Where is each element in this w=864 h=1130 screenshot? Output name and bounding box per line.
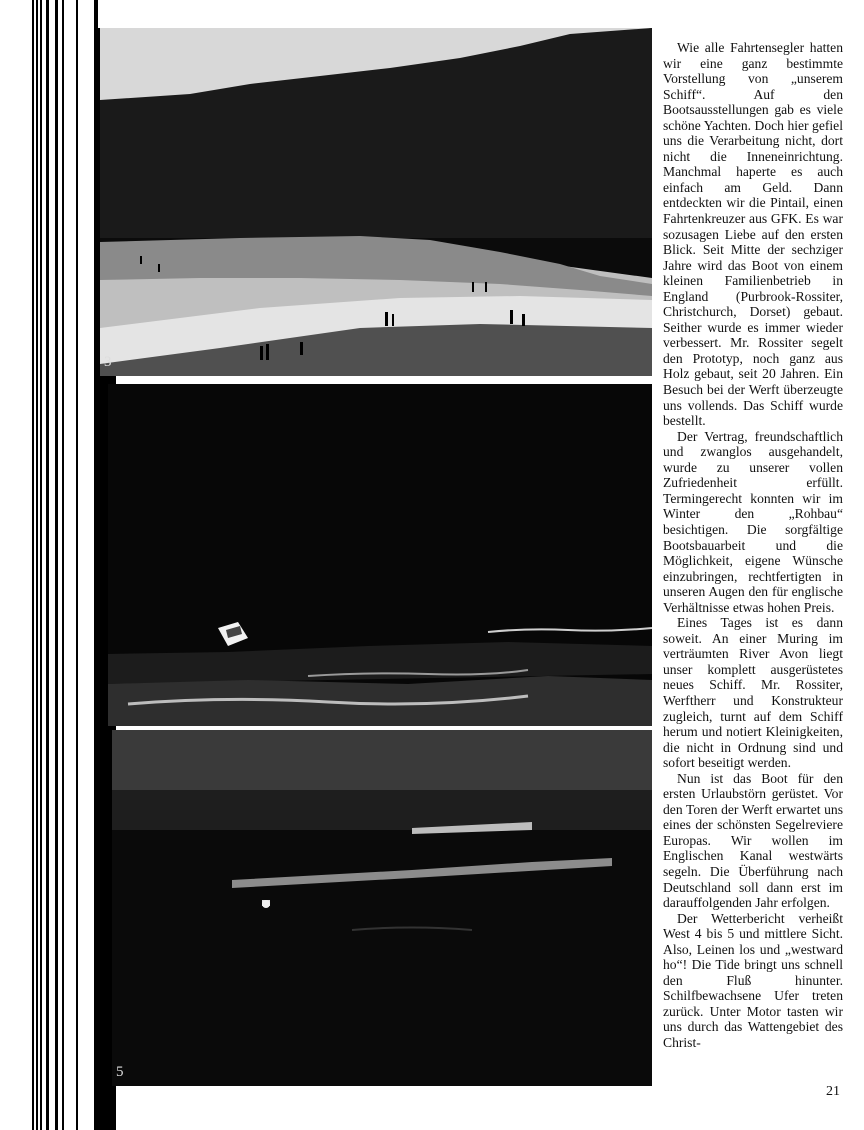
article-paragraph: Nun ist das Boot für den ersten Urlaubstörn gerüstet. Vor den Toren der Werft erwartet uns eines der schönsten Segelreviere Europas. Wir wollen im Englischen Kanal westwärts segeln. Die Überführung nach Deutschland soll dann erst im darauffolgenden Jahr erfolgen. [663,770,843,911]
binding-edge [0,0,96,1130]
article-paragraph: Der Vertrag, freundschaftlich und zwanglos ausgehandelt, wurde zu unserer vollen Zufriedenheit erfüllt. Termingerecht konnten wir im Winter den „Rohbau“ besichtigen. Die sorgfältige Bootsbauarbeit und die Möglichkeit, eigene Wünsche einzubringen, rechtfertigten in unseren Augen den für englische Verhältnisse etwas hohen Preis. [663,428,843,615]
article-text-column [663,40,843,1051]
article-paragraph: Eines Tages ist es dann soweit. An einer Muring im verträumten River Avon liegt unser komplett ausgerüstetes neues Schiff. Mr. Rossiter, Werftherr und Konstrukteur zugleich, turnt auf dem Schiff herum und notiert Kleinigkeiten, die nicht in Ordnung sind und sofort beseitigt werden. [663,615,843,771]
page-top-margin [94,0,864,28]
article-paragraph: Der Wetterbericht verheißt West 4 bis 5 und mittlere Sicht. Also, Leinen los und „westward ho“! Die Tide bringt uns schnell den Fluß hinunter. Schilfbewachsene Ufer treten zurück. Unter Motor tasten wir uns durch das Wattengebiet des Christ- [663,910,843,1050]
photo-number-3: 3 [104,354,112,370]
beach-photo [100,28,652,376]
page-bottom-margin [116,1088,864,1130]
photo-number-5: 5 [116,1064,124,1080]
harbour-photo [112,730,652,1086]
page-number: 21 [826,1084,840,1099]
sea-boat-photo [108,384,652,726]
article-paragraph: Wie alle Fahrtensegler hatten wir eine ganz bestimmte Vorstellung von „unserem Schiff“. Auf den Bootsausstellungen gab es viele schöne Yachten. Doch hier gefiel uns die Verarbeitung nicht, dort nicht die Inneneinrichtung. Manchmal haperte es auch einfach am Geld. Dann entdeckten wir die Pintail, einen Fahrtenkreuzer aus GFK. Es war sozusagen Liebe auf den ersten Blick. Seit Mitte der sechziger Jahre wird das Boot von einem kleinen Familienbetrieb in England (Purbrook-Rossiter, Christchurch, Dorset) gebaut. Seither wurde es immer wieder verbessert. Mr. Rossiter segelt den Prototyp, noch ganz aus Holz gebaut, seit 20 Jahren. Ein Besuch bei der Werft überzeugte uns vollends. Das Schiff wurde bestellt. [663,40,843,429]
